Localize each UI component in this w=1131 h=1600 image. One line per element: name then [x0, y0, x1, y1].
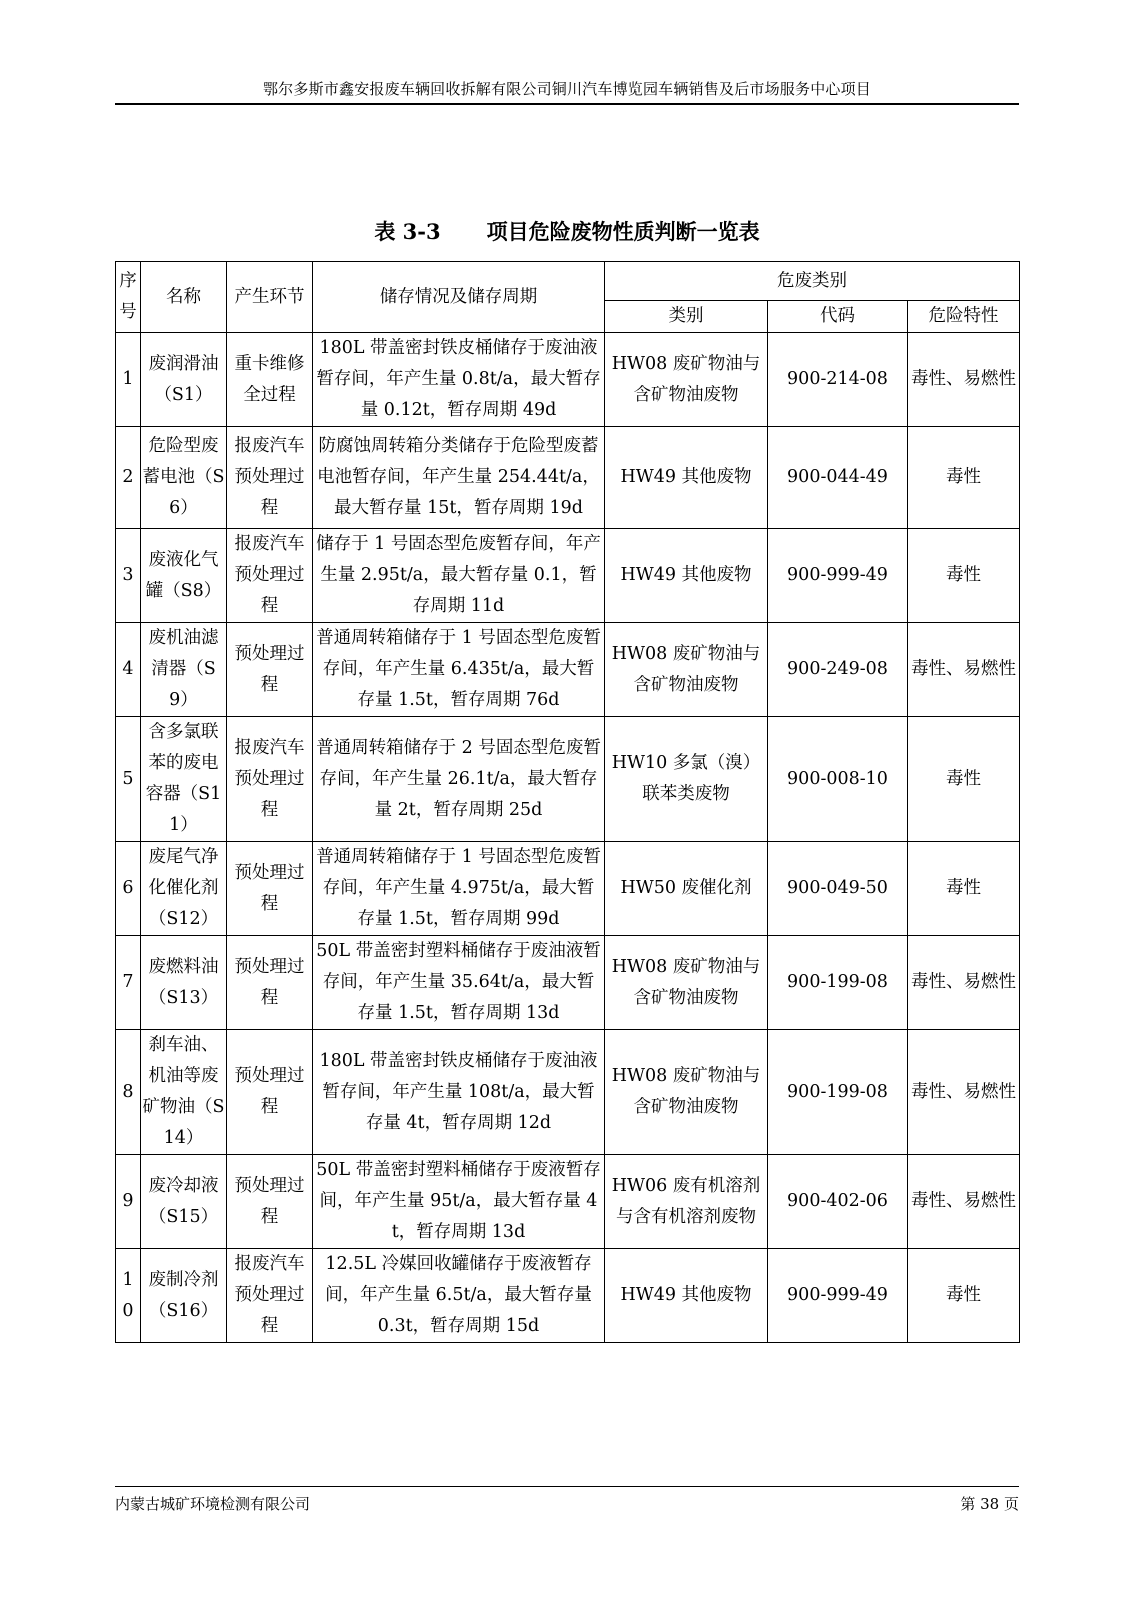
cell-code: 900-402-06: [768, 1155, 908, 1249]
cell-stage: 重卡维修全过程: [227, 333, 313, 427]
cell-name: 废尾气净化催化剂（S12）: [141, 842, 227, 936]
cell-property: 毒性: [908, 529, 1020, 623]
cell-name: 废机油滤清器（S9）: [141, 623, 227, 717]
cell-category: HW08 废矿物油与含矿物油废物: [605, 1030, 768, 1155]
cell-code: 900-049-50: [768, 842, 908, 936]
table-title: [115, 216, 1019, 246]
cell-index: 7: [116, 936, 141, 1030]
cell-category: HW06 废有机溶剂与含有机溶剂废物: [605, 1155, 768, 1249]
header-property: 危险特性: [908, 301, 1020, 333]
cell-storage: 50L 带盖密封塑料桶储存于废油液暂存间，年产生量 35.64t/a，最大暂存量 1.5t，暂存周期 13d: [313, 936, 605, 1030]
cell-name: 废润滑油（S1）: [141, 333, 227, 427]
cell-index: 3: [116, 529, 141, 623]
cell-name: 废液化气罐（S8）: [141, 529, 227, 623]
cell-category: HW49 其他废物: [605, 1249, 768, 1343]
cell-category: HW50 废催化剂: [605, 842, 768, 936]
cell-property: 毒性、易燃性: [908, 333, 1020, 427]
header-code: 代码: [768, 301, 908, 333]
cell-stage: 报废汽车预处理过程: [227, 1249, 313, 1343]
cell-storage: 50L 带盖密封塑料桶储存于废液暂存间，年产生量 95t/a，最大暂存量 4t，暂存周期 13d: [313, 1155, 605, 1249]
cell-index: 2: [116, 427, 141, 529]
cell-storage: 180L 带盖密封铁皮桶储存于废油液暂存间，年产生量 108t/a，最大暂存量 4t，暂存周期 12d: [313, 1030, 605, 1155]
cell-storage: 12.5L 冷媒回收罐储存于废液暂存间，年产生量 6.5t/a，最大暂存量 0.3t，暂存周期 15d: [313, 1249, 605, 1343]
cell-storage: 普通周转箱储存于 1 号固态型危废暂存间，年产生量 4.975t/a，最大暂存量 1.5t，暂存周期 99d: [313, 842, 605, 936]
cell-storage: 普通周转箱储存于 2 号固态型危废暂存间，年产生量 26.1t/a，最大暂存量 2t，暂存周期 25d: [313, 717, 605, 842]
cell-storage: 防腐蚀周转箱分类储存于危险型废蓄电池暂存间，年产生量 254.44t/a，最大暂存量 15t，暂存周期 19d: [313, 427, 605, 529]
cell-stage: 预处理过程: [227, 1155, 313, 1249]
header-rule: [115, 103, 1019, 105]
cell-index: 10: [116, 1249, 141, 1343]
table-row: [116, 717, 1020, 842]
cell-category: HW08 废矿物油与含矿物油废物: [605, 333, 768, 427]
cell-name: 废冷却液（S15）: [141, 1155, 227, 1249]
cell-name: 废燃料油（S13）: [141, 936, 227, 1030]
cell-code: 900-999-49: [768, 1249, 908, 1343]
cell-property: 毒性、易燃性: [908, 1155, 1020, 1249]
cell-stage: 报废汽车预处理过程: [227, 427, 313, 529]
cell-category: HW08 废矿物油与含矿物油废物: [605, 623, 768, 717]
table-row: [116, 842, 1020, 936]
cell-stage: 报废汽车预处理过程: [227, 529, 313, 623]
footer-company: 内蒙古城矿环境检测有限公司: [115, 1495, 311, 1513]
cell-storage: 储存于 1 号固态型危废暂存间，年产生量 2.95t/a，最大暂存量 0.1，暂存周期 11d: [313, 529, 605, 623]
hazardous-waste-table: [115, 261, 1020, 1343]
table-row: [116, 623, 1020, 717]
cell-name: 废制冷剂（S16）: [141, 1249, 227, 1343]
cell-stage: 预处理过程: [227, 842, 313, 936]
cell-code: 900-199-08: [768, 936, 908, 1030]
table-row: [116, 427, 1020, 529]
table-row: [116, 936, 1020, 1030]
header-stage: 产生环节: [227, 262, 313, 333]
cell-code: 900-999-49: [768, 529, 908, 623]
table-row: [116, 1155, 1020, 1249]
header-hazard-group: 危废类别: [605, 262, 1020, 301]
cell-stage: 预处理过程: [227, 936, 313, 1030]
cell-property: 毒性、易燃性: [908, 936, 1020, 1030]
header-name: 名称: [141, 262, 227, 333]
cell-code: 900-044-49: [768, 427, 908, 529]
cell-storage: 180L 带盖密封铁皮桶储存于废油液暂存间，年产生量 0.8t/a，最大暂存量 0.12t，暂存周期 49d: [313, 333, 605, 427]
cell-category: HW10 多氯（溴）联苯类废物: [605, 717, 768, 842]
header-index: 序号: [116, 262, 141, 333]
cell-code: 900-214-08: [768, 333, 908, 427]
header-storage: 储存情况及储存周期: [313, 262, 605, 333]
cell-name: 危险型废蓄电池（S6）: [141, 427, 227, 529]
table-row: [116, 1249, 1020, 1343]
table-title-text: 项目危险废物性质判断一览表: [486, 219, 760, 244]
cell-code: 900-249-08: [768, 623, 908, 717]
cell-property: 毒性: [908, 717, 1020, 842]
cell-code: 900-008-10: [768, 717, 908, 842]
cell-stage: 报废汽车预处理过程: [227, 717, 313, 842]
cell-stage: 预处理过程: [227, 1030, 313, 1155]
footer-page-number: 第 38 页: [960, 1495, 1019, 1513]
cell-name: 刹车油、机油等废矿物油（S14）: [141, 1030, 227, 1155]
cell-index: 9: [116, 1155, 141, 1249]
cell-stage: 预处理过程: [227, 623, 313, 717]
table-row: [116, 333, 1020, 427]
cell-category: HW08 废矿物油与含矿物油废物: [605, 936, 768, 1030]
cell-index: 5: [116, 717, 141, 842]
cell-category: HW49 其他废物: [605, 427, 768, 529]
cell-category: HW49 其他废物: [605, 529, 768, 623]
cell-property: 毒性、易燃性: [908, 1030, 1020, 1155]
cell-property: 毒性: [908, 427, 1020, 529]
table-row: [116, 529, 1020, 623]
table-number: 表 3-3: [374, 219, 441, 244]
cell-property: 毒性: [908, 842, 1020, 936]
footer-rule: [115, 1486, 1019, 1487]
page-header: 鄂尔多斯市鑫安报废车辆回收拆解有限公司铜川汽车博览园车辆销售及后市场服务中心项目: [262, 80, 871, 98]
table-row: [116, 1030, 1020, 1155]
cell-index: 8: [116, 1030, 141, 1155]
header-category: 类别: [605, 301, 768, 333]
cell-code: 900-199-08: [768, 1030, 908, 1155]
cell-index: 1: [116, 333, 141, 427]
cell-index: 6: [116, 842, 141, 936]
cell-name: 含多氯联苯的废电容器（S11）: [141, 717, 227, 842]
cell-index: 4: [116, 623, 141, 717]
cell-property: 毒性: [908, 1249, 1020, 1343]
cell-property: 毒性、易燃性: [908, 623, 1020, 717]
cell-storage: 普通周转箱储存于 1 号固态型危废暂存间，年产生量 6.435t/a，最大暂存量 1.5t，暂存周期 76d: [313, 623, 605, 717]
